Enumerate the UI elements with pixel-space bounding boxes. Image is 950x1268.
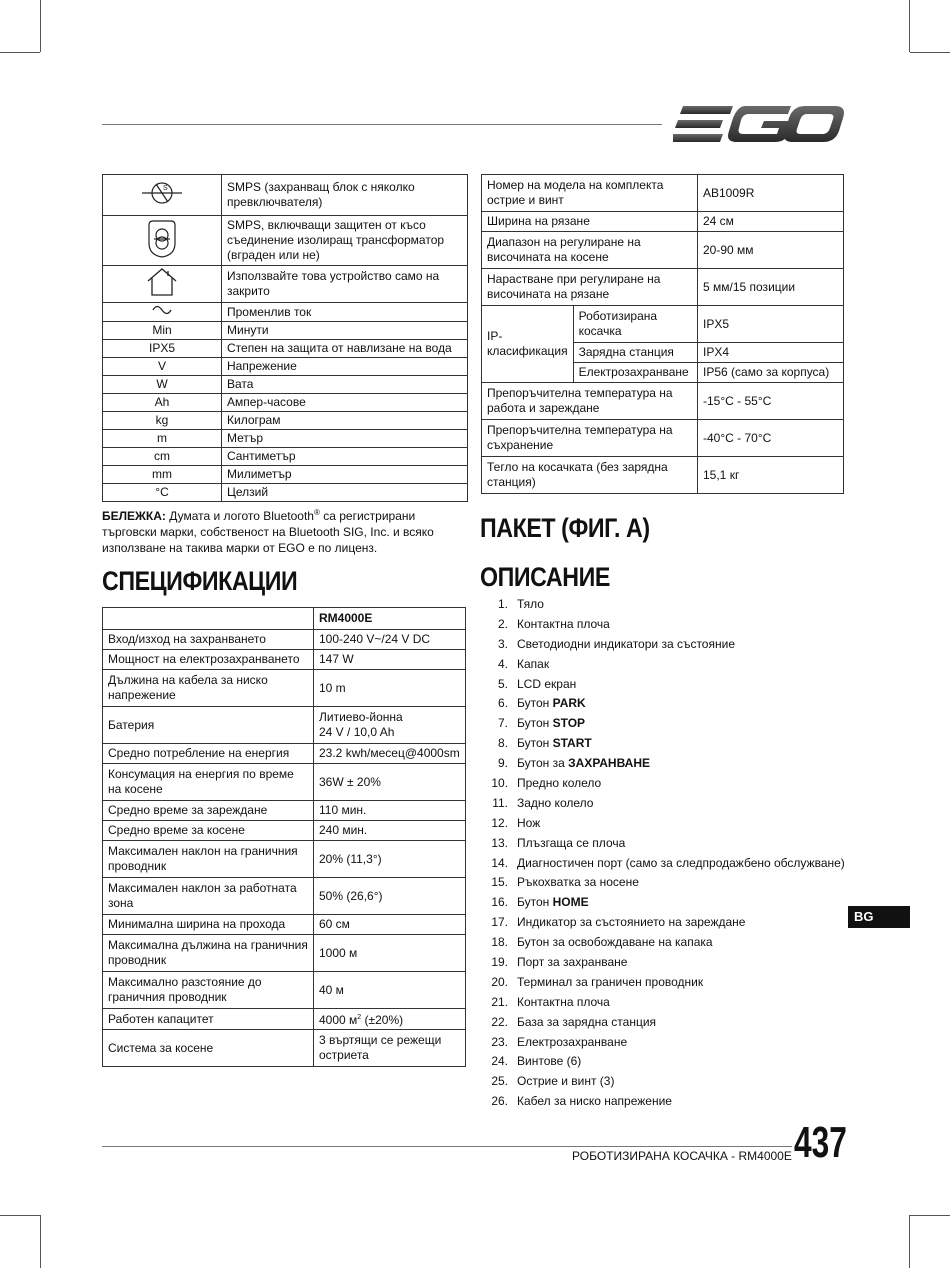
- symbol-meaning: Метър: [222, 430, 468, 448]
- table-row: [103, 1030, 466, 1067]
- table-row: [103, 744, 466, 764]
- symbol-cell: Min: [103, 322, 222, 340]
- table-cell: 15,1 кг: [698, 457, 844, 494]
- crop-mark: [0, 1215, 40, 1216]
- package-heading: ПАКЕТ (ФИГ. А): [480, 513, 650, 543]
- list-item: [480, 774, 880, 794]
- note-text-2: са регистрирани търговски марки, собственост на Bluetooth SIG, Inc. и всяко използване на такива марки от EGO е по лиценз.: [102, 509, 434, 555]
- spec-value: [314, 972, 466, 1009]
- table-row: [482, 175, 844, 212]
- list-item: [480, 873, 880, 893]
- table-row: [103, 707, 466, 744]
- symbol-cell: IPX5: [103, 340, 222, 358]
- symbol-meaning: Използвайте това устройство само на закрито: [222, 266, 468, 303]
- table-row: [482, 212, 844, 232]
- item-key: START: [552, 736, 592, 751]
- spec-value: [314, 1030, 466, 1067]
- symbol-cell: [103, 216, 222, 266]
- table-cell: 5 мм/15 позиции: [698, 269, 844, 306]
- symbol-cell: Ah: [103, 394, 222, 412]
- item-number: 20.: [491, 974, 508, 989]
- crop-mark: [909, 0, 910, 52]
- list-item: [480, 694, 880, 714]
- table-row: [103, 878, 466, 915]
- language-badge: BG: [848, 906, 910, 928]
- symbol-cell: cm: [103, 448, 222, 466]
- spec-label: Средно потребление на енергия: [103, 744, 314, 764]
- symbol-cell: kg: [103, 412, 222, 430]
- table-row: [103, 650, 466, 670]
- table-row: [103, 608, 466, 630]
- spec-label: Максимален наклон на граничния проводник: [103, 841, 314, 878]
- table-row: [103, 670, 466, 707]
- item-text: Тяло: [517, 597, 544, 611]
- item-text: Порт за захранване: [517, 955, 628, 970]
- spec-value-tail: (±20%): [361, 1013, 404, 1027]
- list-item: [480, 854, 880, 874]
- item-number: 19.: [491, 955, 508, 970]
- crop-mark: [910, 52, 950, 53]
- item-number: 4.: [497, 656, 508, 671]
- list-item: [480, 1052, 880, 1072]
- list-item: [480, 1072, 880, 1092]
- table-cell: 24 см: [698, 212, 844, 232]
- spec-value: [314, 650, 466, 670]
- symbol-cell: [103, 266, 222, 303]
- table-row: [103, 801, 466, 821]
- item-number: 24.: [491, 1054, 508, 1069]
- item-key: HOME: [552, 895, 589, 910]
- item-number: 23.: [491, 1034, 508, 1049]
- item-text: Бутон за: [517, 756, 569, 771]
- symbol-meaning: SMPS, включващи защитен от късо съединение изолиращ трансформатор (вграден или не): [222, 216, 468, 266]
- item-key: PARK: [552, 696, 586, 711]
- item-text: Нож: [517, 815, 541, 830]
- spec-value-text: 50% (26,6°): [319, 888, 383, 903]
- spec-value: [314, 935, 466, 972]
- kit-table: [481, 174, 844, 494]
- spec-value: [314, 764, 466, 801]
- spec-label: Работен капацитет: [103, 1009, 314, 1030]
- item-text: База за зарядна станция: [517, 1014, 657, 1029]
- symbol-meaning: Целзий: [222, 484, 468, 502]
- symbol-meaning: Килограм: [222, 412, 468, 430]
- item-number: 18.: [491, 935, 508, 950]
- item-number: 5.: [497, 676, 508, 691]
- ego-logo: [673, 104, 845, 144]
- item-text: Остриe и винт (3): [517, 1074, 615, 1089]
- spec-value-text: 40 м: [319, 982, 344, 997]
- item-number: 25.: [491, 1074, 508, 1089]
- symbol-cell: W: [103, 376, 222, 394]
- table-cell: Препоръчителна температура на работа и зареждане: [482, 383, 698, 420]
- table-row: [482, 306, 844, 343]
- indoor-house-icon: [145, 267, 179, 297]
- crop-mark: [40, 0, 41, 52]
- spec-label: Максимална дължина на граничния проводник: [103, 935, 314, 972]
- crop-mark: [909, 1215, 910, 1268]
- symbol-meaning: Степен на защита от навлизане на вода: [222, 340, 468, 358]
- item-text: Капак: [517, 656, 550, 671]
- spec-value-text: 20% (11,3°): [319, 851, 382, 866]
- list-item: [480, 714, 880, 734]
- item-text: Бутон: [517, 716, 553, 731]
- table-cell: IPX5: [698, 306, 844, 343]
- spec-value-text: 110 мин.: [319, 803, 367, 817]
- table-row: [103, 358, 468, 376]
- svg-text:S: S: [163, 185, 168, 192]
- list-item: [480, 814, 880, 834]
- item-number: 9.: [497, 756, 508, 771]
- item-text: Бутон: [517, 895, 553, 910]
- crop-mark: [40, 1215, 41, 1268]
- footer-title: РОБОТИЗИРАНА КОСАЧКА - RM4000E: [572, 1149, 792, 1163]
- item-text: LCD екран: [517, 676, 577, 691]
- list-item: [480, 615, 880, 635]
- table-row: [103, 266, 468, 303]
- item-text: Винтове (6): [517, 1054, 582, 1069]
- symbol-cell: V: [103, 358, 222, 376]
- table-row: [103, 175, 468, 216]
- symbol-cell: °C: [103, 484, 222, 502]
- table-row: [482, 383, 844, 420]
- spec-label: Вход/изход на захранването: [103, 630, 314, 650]
- spec-value-text: 100-240 V~/24 V DC: [319, 632, 431, 646]
- ac-wave-icon: [151, 304, 173, 316]
- symbol-cell: [103, 303, 222, 322]
- item-number: 13.: [491, 835, 508, 850]
- table-cell: AB1009R: [698, 175, 844, 212]
- item-key: STOP: [552, 716, 586, 731]
- table-row: [482, 269, 844, 306]
- item-number: 11.: [492, 795, 508, 810]
- table-cell: [103, 608, 314, 630]
- spec-label: Средно време за косене: [103, 821, 314, 841]
- table-row: [103, 972, 466, 1009]
- item-number: 2.: [497, 616, 508, 631]
- spec-label: Консумация на енергия по време на косене: [103, 764, 314, 801]
- item-number: 7.: [497, 716, 508, 731]
- page-number: 437: [794, 1118, 847, 1167]
- spec-value-text: 147 W: [319, 652, 354, 666]
- spec-value-line-2: 24 V / 10,0 Ah: [319, 725, 395, 739]
- spec-value-text: 1000 м: [319, 945, 358, 960]
- spec-value: [314, 670, 466, 707]
- table-cell: Препоръчителна температура на съхранение: [482, 420, 698, 457]
- table-cell: Диапазон на регулиране на височината на косене: [482, 232, 698, 269]
- table-cell: -15°C - 55°C: [698, 383, 844, 420]
- table-row: [103, 484, 468, 502]
- spec-label: Минимална ширина на прохода: [103, 915, 314, 935]
- list-item: [480, 913, 880, 933]
- spec-value: [314, 801, 466, 821]
- table-row: [103, 216, 468, 266]
- symbol-cell: [103, 175, 222, 216]
- table-row: [482, 420, 844, 457]
- table-row: [103, 915, 466, 935]
- description-heading: ОПИСАНИЕ: [480, 562, 610, 592]
- item-number: 21.: [491, 994, 508, 1009]
- table-cell: -40°C - 70°C: [698, 420, 844, 457]
- item-number: 8.: [497, 736, 508, 751]
- item-number: 22.: [491, 1014, 508, 1029]
- table-cell: Зарядна станция: [573, 343, 697, 363]
- spec-value: [314, 821, 466, 841]
- item-text: Задно колело: [517, 795, 594, 810]
- item-number: 10.: [491, 776, 508, 791]
- table-row: [103, 841, 466, 878]
- table-cell: IPX4: [698, 343, 844, 363]
- list-item: [480, 734, 880, 754]
- list-item: [480, 1013, 880, 1033]
- list-item: [480, 1092, 880, 1112]
- symbol-meaning: Сантиметър: [222, 448, 468, 466]
- symbol-meaning: Минути: [222, 322, 468, 340]
- note-text: Думата и логото Bluetooth: [165, 509, 314, 523]
- spec-value: [314, 878, 466, 915]
- spec-value-text: 3 въртящи се режещи остриета: [319, 1033, 442, 1062]
- table-row: [103, 376, 468, 394]
- list-item: [480, 953, 880, 973]
- table-row: [482, 232, 844, 269]
- table-row: [103, 764, 466, 801]
- table-row: [103, 935, 466, 972]
- item-text: Контактна плоча: [517, 616, 610, 631]
- table-row: [103, 448, 468, 466]
- symbol-meaning: Милиметър: [222, 466, 468, 484]
- table-cell: Номер на модела на комплекта острие и винт: [482, 175, 698, 212]
- symbols-table: [102, 174, 468, 502]
- spec-value: [314, 915, 466, 935]
- item-text: Индикатор за състоянието на зареждане: [517, 915, 746, 930]
- spec-value: [314, 841, 466, 878]
- spec-label: Дължина на кабела за ниско напрежение: [103, 670, 314, 707]
- spec-value: [314, 630, 466, 650]
- table-cell: Електрозахранване: [573, 363, 697, 383]
- table-cell: Роботизирана косачка: [573, 306, 697, 343]
- table-cell: Ширина на рязане: [482, 212, 698, 232]
- item-text: Терминал за граничен проводник: [517, 974, 704, 989]
- spec-label: Система за косене: [103, 1030, 314, 1067]
- crop-mark: [0, 52, 40, 53]
- description-list: [480, 595, 880, 1112]
- smps-transformer-icon: [145, 219, 179, 259]
- list-item: [480, 1033, 880, 1053]
- table-row: [103, 303, 468, 322]
- list-item: [480, 595, 880, 615]
- list-item: [480, 655, 880, 675]
- spec-label: Средно време за зареждане: [103, 801, 314, 821]
- item-number: 15.: [491, 875, 508, 890]
- table-cell: 20-90 мм: [698, 232, 844, 269]
- crop-mark: [910, 1215, 950, 1216]
- spec-value-text: 36W ± 20%: [319, 774, 381, 789]
- table-row: [103, 340, 468, 358]
- symbol-meaning: Напрежение: [222, 358, 468, 376]
- list-item: [480, 893, 880, 913]
- table-row: [103, 322, 468, 340]
- note-label: БЕЛЕЖКА:: [102, 509, 166, 523]
- list-item: [480, 635, 880, 655]
- list-item: [480, 794, 880, 814]
- table-row: [103, 630, 466, 650]
- specifications-table: [102, 607, 466, 1067]
- list-item: [480, 973, 880, 993]
- symbol-cell: m: [103, 430, 222, 448]
- spec-value-text: 240 мин.: [319, 823, 368, 837]
- footer-rule: [102, 1146, 792, 1147]
- spec-value-sup: 2: [357, 1014, 362, 1021]
- table-cell: IP56 (само за корпуса): [698, 363, 844, 383]
- item-text: Плъзгаща се плоча: [517, 835, 626, 850]
- spec-label: Максимален наклон за работната зона: [103, 878, 314, 915]
- symbol-meaning: SMPS (захранващ блок с няколко превключвателя): [222, 175, 468, 216]
- spec-value-text: 23.2 kwh/месец@4000sm: [319, 746, 460, 760]
- item-number: 26.: [491, 1094, 508, 1109]
- spec-label: Батерия: [103, 707, 314, 744]
- item-text: Светодиодни индикатори за състояние: [517, 636, 735, 651]
- list-item: [480, 933, 880, 953]
- header-rule: [102, 124, 662, 125]
- table-row: [103, 1009, 466, 1030]
- spec-value: [314, 707, 466, 744]
- item-number: 6.: [497, 696, 508, 711]
- list-item: [480, 993, 880, 1013]
- spec-value-text: 4000 м: [319, 1013, 358, 1027]
- symbol-meaning: Променлив ток: [222, 303, 468, 322]
- list-item: [480, 675, 880, 695]
- symbol-cell: mm: [103, 466, 222, 484]
- item-text: Бутон: [517, 736, 553, 751]
- item-number: 14.: [491, 855, 508, 870]
- item-text: Електрозахранване: [517, 1034, 628, 1049]
- item-number: 17.: [491, 915, 508, 930]
- bluetooth-note: [102, 505, 472, 556]
- table-row: [103, 466, 468, 484]
- item-text: Диагностичен порт (само за следпродажбено обслужване): [517, 855, 845, 870]
- table-cell: Нарастване при регулиране на височината на рязане: [482, 269, 698, 306]
- table-row: [103, 430, 468, 448]
- symbol-meaning: Вата: [222, 376, 468, 394]
- spec-value: [314, 744, 466, 764]
- spec-label: Максимално разстояние до граничния проводник: [103, 972, 314, 1009]
- item-text: Бутон за освобождаване на капака: [517, 935, 713, 950]
- table-row: [103, 394, 468, 412]
- model-header: RM4000E: [314, 608, 466, 630]
- spec-value: [314, 1009, 466, 1030]
- note-sup: ®: [313, 508, 320, 517]
- item-text: Предно колело: [517, 776, 602, 791]
- table-row: [103, 412, 468, 430]
- table-row: [482, 457, 844, 494]
- item-number: 16.: [491, 895, 508, 910]
- item-text: Бутон: [517, 696, 553, 711]
- item-text: Кабел за ниско напрежение: [517, 1094, 672, 1109]
- item-key: ЗАХРАНВАНЕ: [568, 756, 650, 771]
- spec-value-text: Литиево-йонна: [319, 710, 403, 724]
- list-item: [480, 754, 880, 774]
- item-number: 3.: [497, 636, 508, 651]
- spec-label: Мощност на електрозахранването: [103, 650, 314, 670]
- item-text: Контактна плоча: [517, 994, 610, 1009]
- specifications-heading: СПЕЦИФИКАЦИИ: [102, 566, 298, 596]
- table-row: [103, 821, 466, 841]
- list-item: [480, 834, 880, 854]
- spec-value-text: 10 m: [319, 680, 346, 695]
- spec-value-text: 60 см: [319, 917, 350, 931]
- item-number: 12.: [491, 815, 508, 830]
- item-text: Ръкохватка за носене: [517, 875, 639, 890]
- smps-switch-icon: [140, 178, 184, 208]
- symbol-meaning: Ампер-часове: [222, 394, 468, 412]
- item-number: 1.: [497, 597, 508, 611]
- table-cell: Тегло на косачката (без зарядна станция): [482, 457, 698, 494]
- table-cell: IP-класификация: [482, 306, 574, 383]
